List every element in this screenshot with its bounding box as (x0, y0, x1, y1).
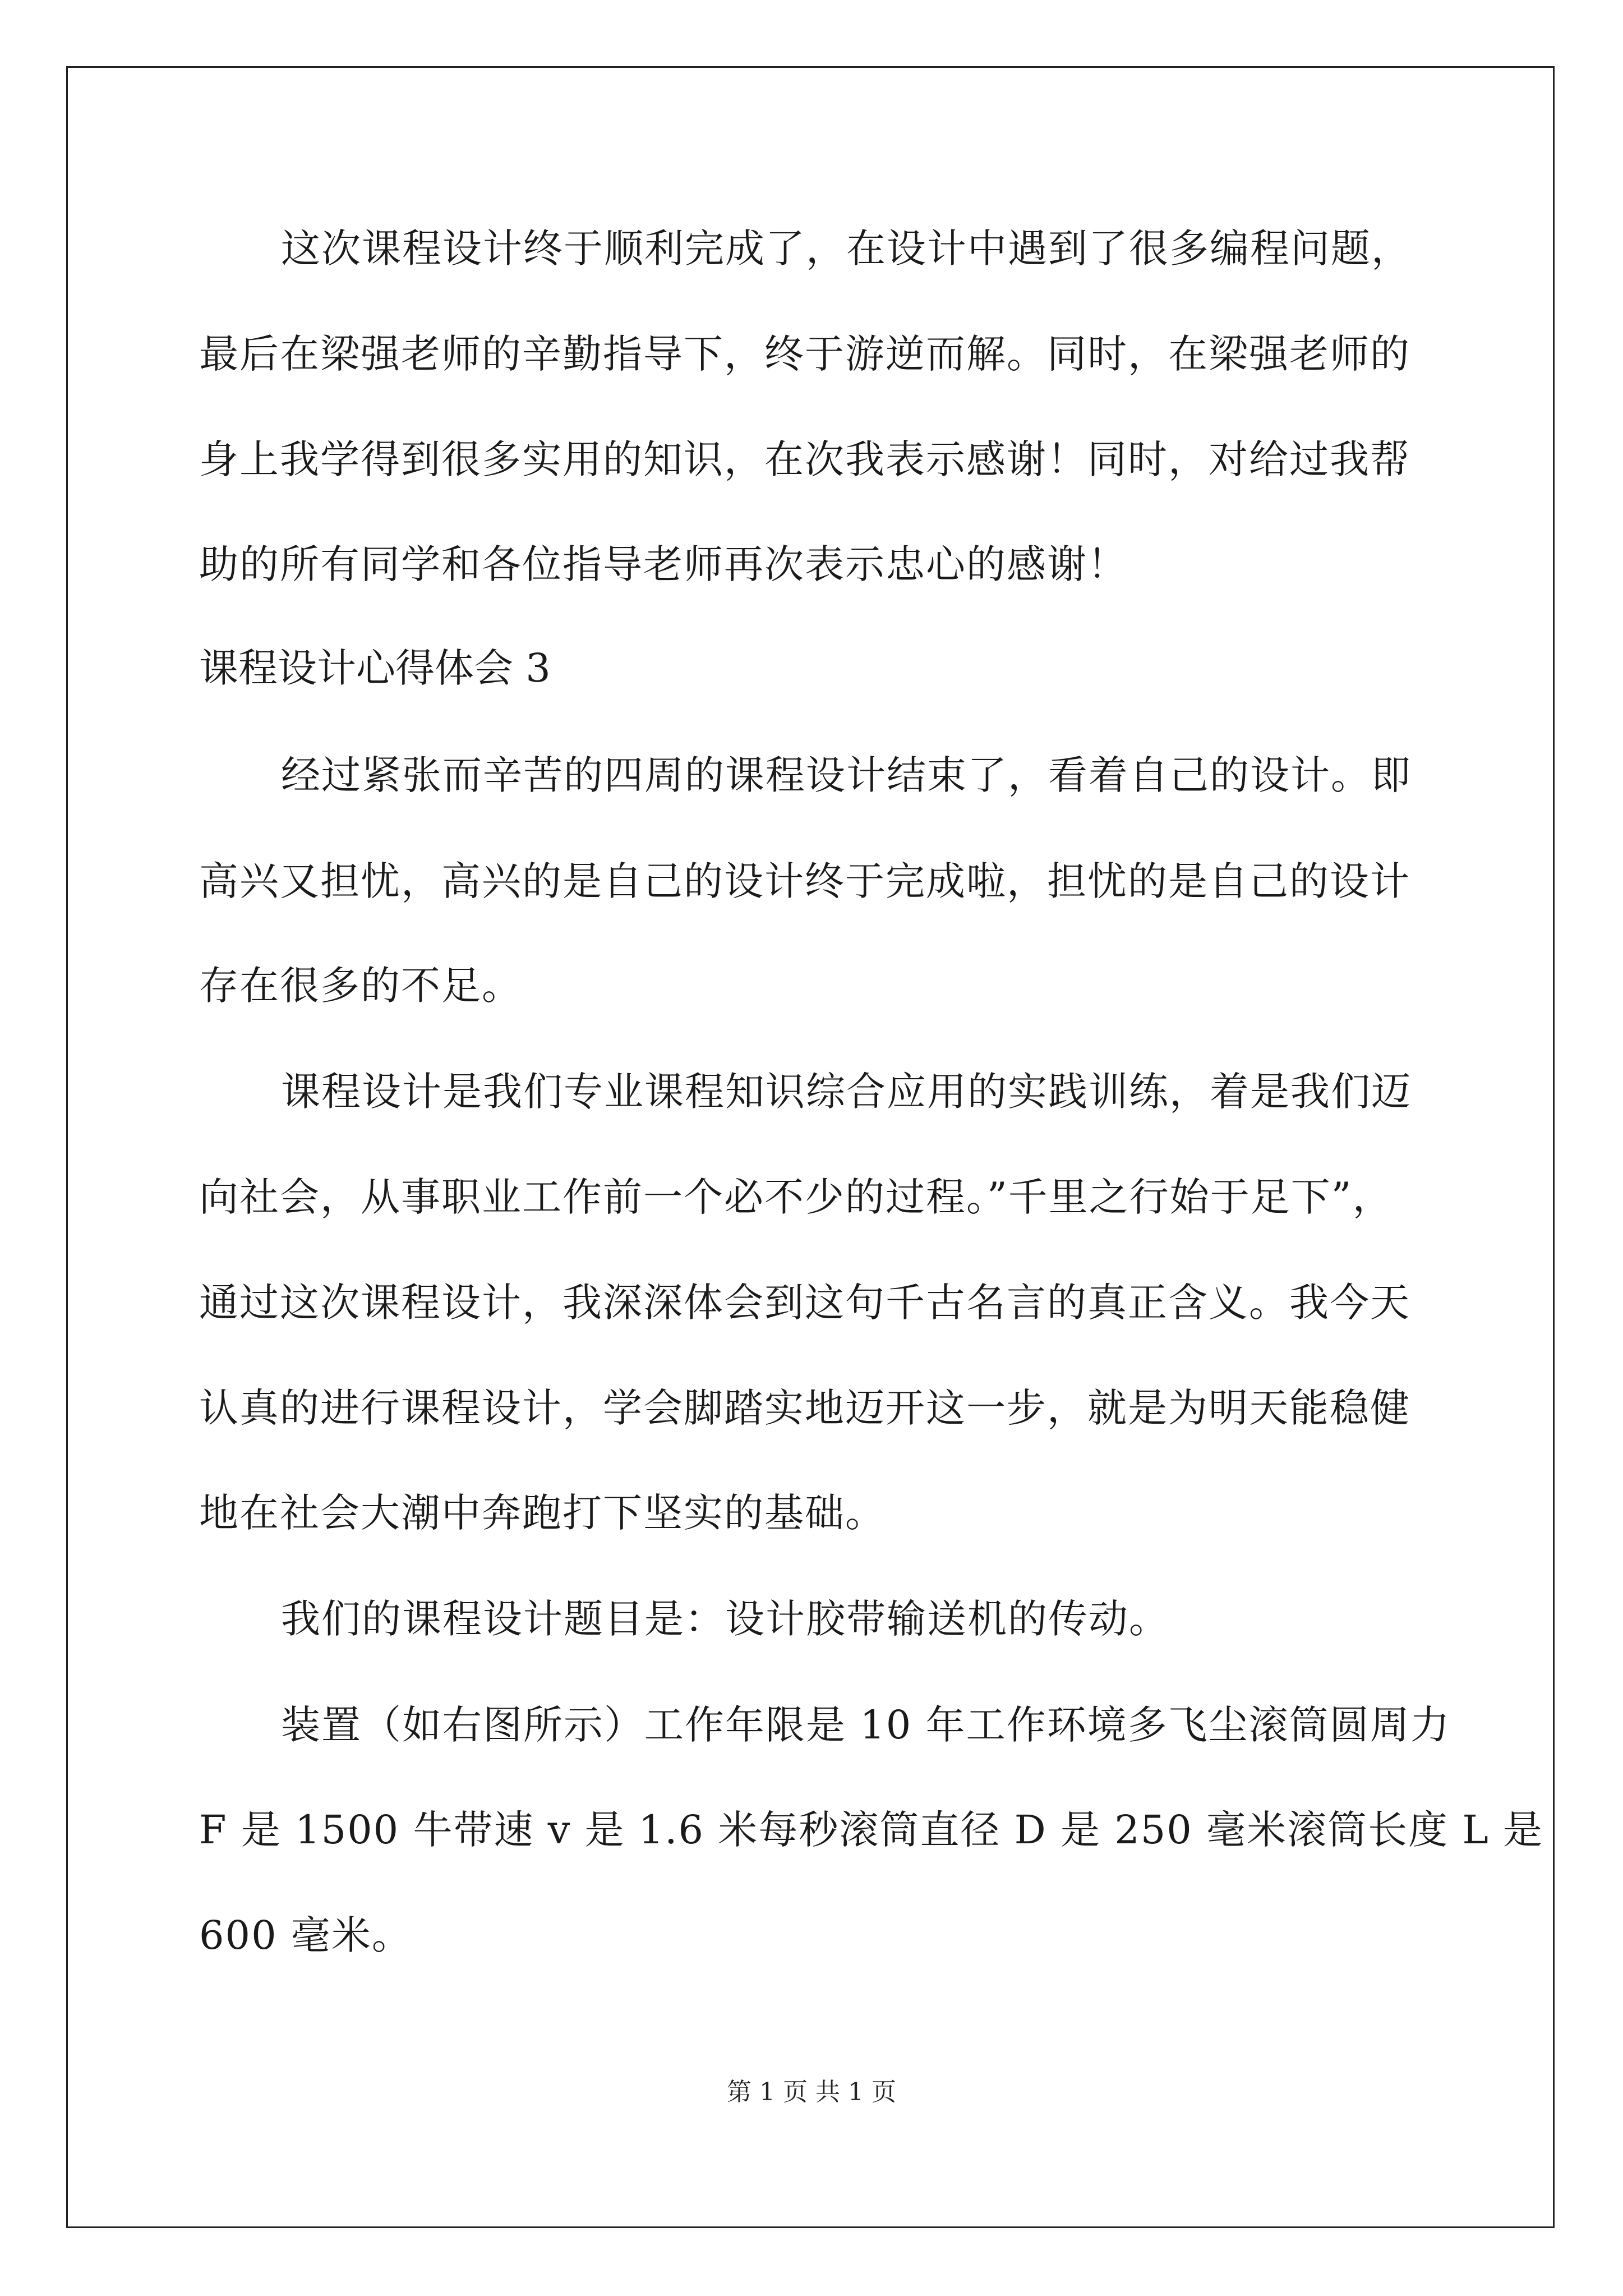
paragraph-line: 身上我学得到很多实用的知识，在次我表示感谢！同时，对给过我帮 (199, 436, 1410, 482)
paragraph-line: 存在很多的不足。 (199, 963, 522, 1009)
paragraph-line: 高兴又担忧，高兴的是自己的设计终于完成啦，担忧的是自己的设计 (199, 858, 1410, 904)
paragraph-line: 装置（如右图所示）工作年限是 10 年工作环境多飞尘滚筒圆周力 (281, 1702, 1451, 1748)
paragraph-line: 向社会，从事职业工作前一个必不少的过程。”千里之行始于足下”， (199, 1174, 1393, 1220)
paragraph-line: 这次课程设计终于顺利完成了，在设计中遇到了很多编程问题， (281, 226, 1412, 272)
page-border (66, 66, 1555, 2228)
paragraph-line: 课程设计是我们专业课程知识综合应用的实践训练，着是我们迈 (281, 1069, 1412, 1115)
paragraph-line: 地在社会大潮中奔跑打下坚实的基础。 (199, 1490, 886, 1536)
paragraph-line: 最后在梁强老师的辛勤指导下，终于游逆而解。同时，在梁强老师的 (199, 331, 1410, 377)
paragraph-line: 我们的课程设计题目是：设计胶带输送机的传动。 (281, 1596, 1169, 1642)
section-heading: 课程设计心得体会 3 (199, 645, 551, 691)
paragraph-line: 600 毫米。 (199, 1912, 412, 1958)
paragraph-line: F 是 1500 牛带速 v 是 1.6 米每秒滚筒直径 D 是 250 毫米滚筒长度 L 是 (199, 1807, 1544, 1853)
paragraph-line: 助的所有同学和各位指导老师再次表示忠心的感谢！ (199, 541, 1128, 587)
paragraph-line: 经过紧张而辛苦的四周的课程设计结束了，看着自己的设计。即 (281, 752, 1412, 798)
paragraph-line: 通过这次课程设计，我深深体会到这句千古名言的真正含义。我今天 (199, 1280, 1410, 1326)
page-footer: 第 1 页 共 1 页 (727, 2078, 896, 2106)
paragraph-line: 认真的进行课程设计，学会脚踏实地迈开这一步，就是为明天能稳健 (199, 1385, 1410, 1431)
